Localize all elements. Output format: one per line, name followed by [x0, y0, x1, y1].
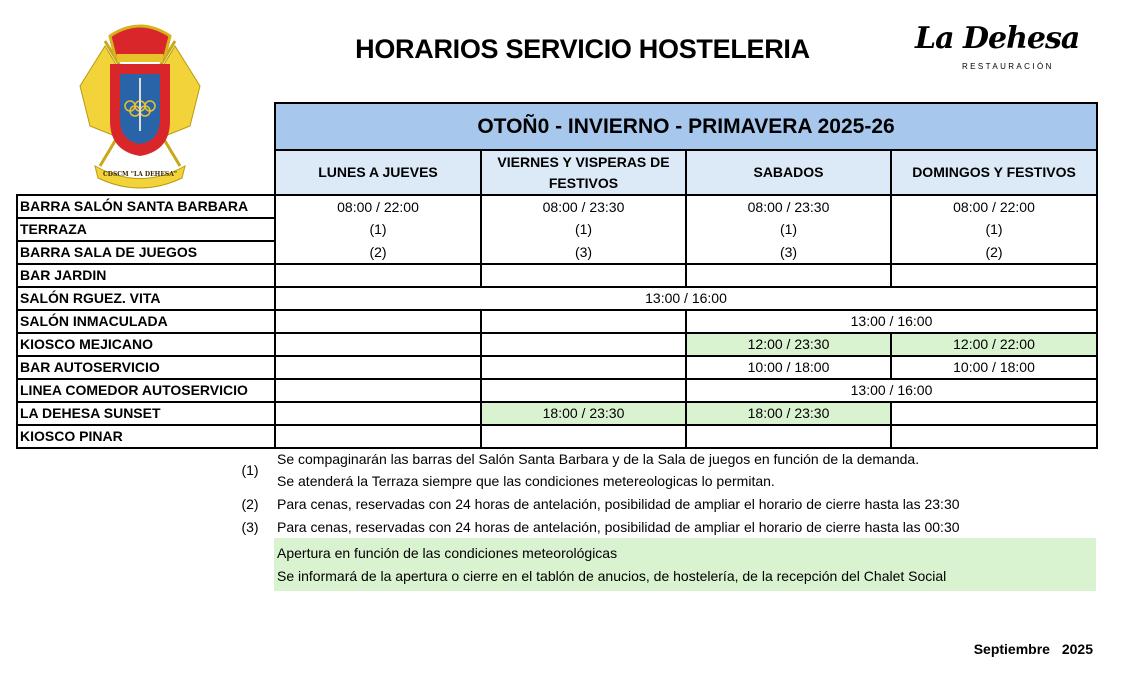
venue-label: BAR AUTOSERVICIO: [17, 356, 275, 379]
note-line: Para cenas, reservadas con 24 horas de antelación, posibilidad de ampliar el horario de cierre hasta las 23:30: [277, 496, 960, 512]
page-title: HORARIOS SERVICIO HOSTELERIA: [355, 34, 810, 64]
table-row: [17, 195, 1097, 218]
schedule-cell: [275, 425, 481, 448]
schedule-cell: 08:00 / 23:30: [481, 195, 686, 218]
schedule-cell: (3): [481, 241, 686, 264]
schedule-cell: 13:00 / 16:00: [686, 310, 1097, 333]
day-header: LUNES A JUEVES: [275, 150, 481, 195]
schedule-cell: [275, 264, 481, 287]
schedule-cell: 18:00 / 23:30: [686, 402, 891, 425]
crest-motto: CDSCM "LA DEHESA": [102, 171, 178, 178]
venue-label: SALÓN RGUEZ. VITA: [17, 287, 275, 310]
table-row: [17, 310, 1097, 333]
schedule-cell: [891, 402, 1097, 425]
schedule-cell: [891, 425, 1097, 448]
table-row: [17, 379, 1097, 402]
season-row: [17, 103, 1097, 150]
venue-label: KIOSCO PINAR: [17, 425, 275, 448]
season-title: OTOÑ0 - INVIERNO - PRIMAVERA 2025-26: [275, 103, 1097, 150]
venue-label: KIOSCO MEJICANO: [17, 333, 275, 356]
venue-label: LINEA COMEDOR AUTOSERVICIO: [17, 379, 275, 402]
schedule-cell: 13:00 / 16:00: [275, 287, 1097, 310]
table-row: [17, 241, 1097, 264]
venue-label: SALÓN INMACULADA: [17, 310, 275, 333]
blank-cell: [17, 103, 275, 150]
day-header: VIERNES Y VISPERAS DE FESTIVOS: [481, 150, 686, 195]
table-row: [17, 356, 1097, 379]
schedule-cell: 12:00 / 22:00: [891, 333, 1097, 356]
schedule-table: [16, 102, 1098, 449]
table-row: [17, 264, 1097, 287]
schedule-cell: (3): [686, 241, 891, 264]
table-row: [17, 218, 1097, 241]
schedule-cell: [891, 264, 1097, 287]
day-header: DOMINGOS Y FESTIVOS: [891, 150, 1097, 195]
schedule-cell: 08:00 / 22:00: [891, 195, 1097, 218]
schedule-cell: [275, 356, 481, 379]
schedule-cell: 10:00 / 18:00: [686, 356, 891, 379]
green-note-box: [274, 538, 1096, 591]
green-note-line: Apertura en función de las condiciones meteorológicas: [277, 545, 618, 561]
la-dehesa-logo: [905, 20, 1085, 80]
table-row: [17, 333, 1097, 356]
table-row: [17, 402, 1097, 425]
schedule-cell: [481, 264, 686, 287]
note-ref: (3): [241, 519, 259, 535]
days-row: [17, 150, 1097, 195]
green-note-line: Se informará de la apertura o cierre en el tablón de anucios, de hostelería, de la recepción del Chalet Social: [277, 568, 947, 584]
schedule-cell: 08:00 / 23:30: [686, 195, 891, 218]
note-line: Se atenderá la Terraza siempre que las condiciones metereologicas lo permitan.: [277, 473, 775, 489]
schedule-cell: (2): [891, 241, 1097, 264]
schedule-cell: (2): [275, 241, 481, 264]
note-ref: (1): [241, 462, 259, 478]
schedule-cell: [275, 310, 481, 333]
schedule-cell: 10:00 / 18:00: [891, 356, 1097, 379]
schedule-cell: (1): [891, 218, 1097, 241]
schedule-cell: (1): [481, 218, 686, 241]
logo-wordmark: La Dehesa: [915, 21, 1080, 56]
logo-subtitle: RESTAURACIÓN: [962, 62, 1054, 71]
schedule-cell: 12:00 / 23:30: [686, 333, 891, 356]
schedule-cell: 08:00 / 22:00: [275, 195, 481, 218]
blank-cell: [17, 150, 275, 195]
day-header: SABADOS: [686, 150, 891, 195]
venue-label: BARRA SALA DE JUEGOS: [17, 241, 275, 264]
venue-label: TERRAZA: [17, 218, 275, 241]
venue-label: BARRA SALÓN SANTA BARBARA: [17, 195, 275, 218]
table-row: [17, 425, 1097, 448]
venue-label: LA DEHESA SUNSET: [17, 402, 275, 425]
note-line: Para cenas, reservadas con 24 horas de antelación, posibilidad de ampliar el horario de cierre hasta las 00:30: [277, 519, 960, 535]
document-date: Septiembre 2025: [973, 641, 1093, 657]
schedule-cell: [481, 333, 686, 356]
schedule-cell: [481, 310, 686, 333]
note-line: Se compaginarán las barras del Salón Santa Barbara y de la Sala de juegos en función de la demanda.: [277, 451, 920, 467]
schedule-cell: (1): [275, 218, 481, 241]
schedule-cell: [481, 356, 686, 379]
schedule-cell: 18:00 / 23:30: [481, 402, 686, 425]
schedule-cell: [275, 402, 481, 425]
schedule-cell: (1): [686, 218, 891, 241]
schedule-cell: [481, 379, 686, 402]
venue-label: BAR JARDIN: [17, 264, 275, 287]
schedule-cell: [686, 264, 891, 287]
table-row: [17, 287, 1097, 310]
schedule-cell: [481, 425, 686, 448]
schedule-cell: 13:00 / 16:00: [686, 379, 1097, 402]
schedule-cell: [275, 333, 481, 356]
schedule-cell: [275, 379, 481, 402]
schedule-cell: [686, 425, 891, 448]
note-ref: (2): [241, 496, 259, 512]
